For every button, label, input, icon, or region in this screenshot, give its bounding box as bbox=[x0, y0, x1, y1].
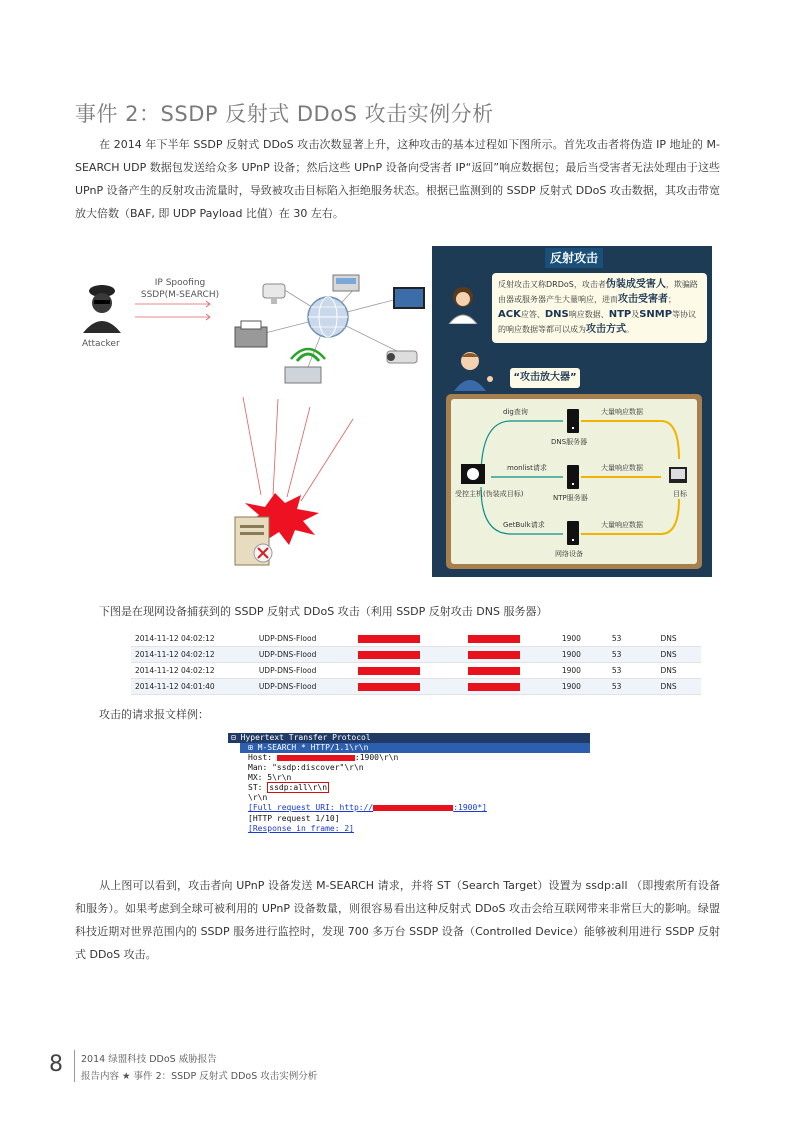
label-target: 目标 bbox=[673, 490, 687, 498]
type-cell: UDP-DNS-Flood bbox=[255, 631, 355, 647]
label-dns-server: DNS服务器 bbox=[551, 438, 588, 446]
redacted-ip bbox=[358, 635, 420, 643]
sport-cell: 1900 bbox=[558, 631, 608, 647]
diagram-canvas bbox=[75, 247, 430, 579]
packet-http-request: [HTTP request 1/10] bbox=[248, 814, 340, 823]
controller-mask-icon bbox=[461, 464, 485, 484]
redacted-ip bbox=[358, 651, 420, 659]
packet-man: Man: "ssdp:discover"\r\n bbox=[248, 763, 364, 772]
label-network-device: 网络设备 bbox=[555, 550, 583, 558]
redacted-ip bbox=[468, 635, 520, 643]
src-ip-cell bbox=[354, 679, 463, 695]
reflection-description: 反射攻击又称DRDoS，攻击者伪装成受害人，欺骗路由器或服务器产生大量响应，进而攻击受害者； ACK应答、DNS响应数据、NTP及SNMP等协议的响应数据等都可以成为攻击方式。 bbox=[492, 273, 707, 343]
packet-crlf: \r\n bbox=[248, 793, 268, 802]
sport-cell: 1900 bbox=[558, 663, 608, 679]
ip-spoof-label: IP Spoofing SSDP(M-SEARCH) bbox=[140, 278, 220, 300]
packet-st: ST: ssdp:all\r\n bbox=[248, 783, 328, 792]
dns-server-icon bbox=[567, 409, 579, 433]
teacher-avatar bbox=[454, 349, 494, 391]
label-getbulk: GetBulk请求 bbox=[503, 521, 545, 529]
footer-divider bbox=[74, 1050, 75, 1082]
label-big-response-1: 大量响应数据 bbox=[601, 408, 643, 416]
spoof-arrows bbox=[135, 301, 210, 320]
label-monlist: monlist请求 bbox=[507, 464, 547, 472]
router-wifi-icon bbox=[285, 349, 325, 383]
table-row bbox=[131, 647, 701, 663]
label-controller: 受控主机(伪装成目标) bbox=[455, 490, 524, 498]
ntp-server-icon bbox=[567, 465, 579, 489]
amplifier-label: “攻击放大器” bbox=[510, 368, 580, 388]
ssdp-attack-diagram bbox=[75, 247, 430, 579]
packet-response-in: [Response in frame: 2] bbox=[248, 824, 354, 833]
redacted-ip bbox=[358, 667, 420, 675]
time-cell: 2014-11-12 04:02:12 bbox=[131, 631, 255, 647]
amplifier-board bbox=[446, 394, 702, 569]
table-row bbox=[131, 679, 701, 695]
printer-icon bbox=[235, 321, 267, 347]
src-ip-cell bbox=[354, 647, 463, 663]
packet-caption: 攻击的请求报文样例： bbox=[99, 708, 209, 721]
table-row bbox=[131, 631, 701, 647]
dst-ip-cell bbox=[464, 663, 558, 679]
type-cell: UDP-DNS-Flood bbox=[255, 647, 355, 663]
proto-cell: DNS bbox=[656, 647, 701, 663]
analysis-paragraph: 从上图可以看到，攻击者向 UPnP 设备发送 M-SEARCH 请求，并将 ST（Search Target）设置为 ssdp:all （即搜索所有设备和服务）。如果考虑到全球可被利用的 UPnP 设备数量，则很容易看出这种反射式 DDoS 攻击会给互联网带来非常巨大的影响。绿盟科技近期对世界范围内的 SSDP 服务进行监控时，发现 700 多万台 SSDP 设备（Controlled Device）能够被利用进行 SSDP 反射式 DDoS 攻击。 bbox=[75, 879, 720, 961]
time-cell: 2014-11-12 04:02:12 bbox=[131, 647, 255, 663]
redacted-ip bbox=[468, 667, 520, 675]
footer-report-title: 2014 绿盟科技 DDoS 威胁报告 bbox=[81, 1054, 217, 1065]
presenter-avatar bbox=[446, 284, 480, 324]
reflected-arrows bbox=[243, 397, 353, 501]
cctv-icon bbox=[387, 351, 417, 363]
table-caption: 下图是在现网设备捕获到的 SSDP 反射式 DDoS 攻击（利用 SSDP 反射攻击 DNS 服务器） bbox=[99, 605, 548, 618]
dport-cell: 53 bbox=[608, 647, 657, 663]
proto-cell: DNS bbox=[656, 679, 701, 695]
time-cell: 2014-11-12 04:01:40 bbox=[131, 679, 255, 695]
label-dig-query: dig查询 bbox=[503, 408, 528, 416]
capture-table bbox=[131, 631, 701, 695]
camera-icon bbox=[263, 284, 285, 304]
redacted-ip bbox=[468, 651, 520, 659]
tv-icon bbox=[393, 287, 425, 309]
packet-mx: MX: 5\r\n bbox=[248, 773, 292, 782]
redacted-ip bbox=[468, 683, 520, 691]
dport-cell: 53 bbox=[608, 679, 657, 695]
victim-server-icon bbox=[235, 517, 272, 565]
sport-cell: 1900 bbox=[558, 679, 608, 695]
dst-ip-cell bbox=[464, 679, 558, 695]
table-row bbox=[131, 663, 701, 679]
attacker-label: Attacker bbox=[82, 339, 120, 349]
scanner-icon bbox=[333, 275, 359, 291]
redacted-ip bbox=[358, 683, 420, 691]
label-ntp-server: NTP服务器 bbox=[553, 494, 588, 502]
packet-full-uri: [Full request URI: http:// :1900*] bbox=[248, 803, 487, 812]
infographic-title: 反射攻击 bbox=[545, 248, 603, 268]
attacker-icon bbox=[83, 285, 121, 333]
label-big-response-2: 大量响应数据 bbox=[601, 464, 643, 472]
src-ip-cell bbox=[354, 631, 463, 647]
intro-paragraph: 在 2014 年下半年 SSDP 反射式 DDoS 攻击次数显著上升，这种攻击的基本过程如下图所示。首先攻击者将伪造 IP 地址的 M-SEARCH UDP 数据包发送给众多 UPnP 设备；然后这些 UPnP 设备向受害者 IP“返回”响应数据包；最后当受害者无法处理由于这些 UPnP 设备产生的反射攻击流量时，导致被攻击目标陷入拒绝服务状态。根据已监测到的 SSDP 反射式 DDoS 攻击数据，其攻击带宽放大倍数（BAF, 即 UDP Payload 比值）在 30 左右。 bbox=[75, 138, 720, 220]
packet-host: Host: :1900\r\n bbox=[248, 753, 399, 762]
globe-icon bbox=[308, 297, 348, 337]
label-big-response-3: 大量响应数据 bbox=[601, 521, 643, 529]
page-number: 8 bbox=[49, 1052, 63, 1077]
dst-ip-cell bbox=[464, 647, 558, 663]
packet-request-line: ⊞ M-SEARCH * HTTP/1.1\r\n bbox=[240, 743, 590, 753]
proto-cell: DNS bbox=[656, 631, 701, 647]
packet-sample bbox=[228, 733, 590, 838]
dst-ip-cell bbox=[464, 631, 558, 647]
type-cell: UDP-DNS-Flood bbox=[255, 679, 355, 695]
dport-cell: 53 bbox=[608, 631, 657, 647]
page-title: 事件 2：SSDP 反射式 DDoS 攻击实例分析 bbox=[75, 102, 494, 127]
network-device-icon bbox=[567, 521, 579, 545]
dport-cell: 53 bbox=[608, 663, 657, 679]
sport-cell: 1900 bbox=[558, 647, 608, 663]
proto-cell: DNS bbox=[656, 663, 701, 679]
target-monitor-icon bbox=[669, 467, 687, 483]
time-cell: 2014-11-12 04:02:12 bbox=[131, 663, 255, 679]
type-cell: UDP-DNS-Flood bbox=[255, 663, 355, 679]
src-ip-cell bbox=[354, 663, 463, 679]
footer-breadcrumb: 报告内容 ★ 事件 2：SSDP 反射式 DDoS 攻击实例分析 bbox=[81, 1071, 318, 1082]
packet-header: ⊟ Hypertext Transfer Protocol bbox=[228, 733, 590, 743]
reflection-infographic bbox=[432, 246, 712, 577]
